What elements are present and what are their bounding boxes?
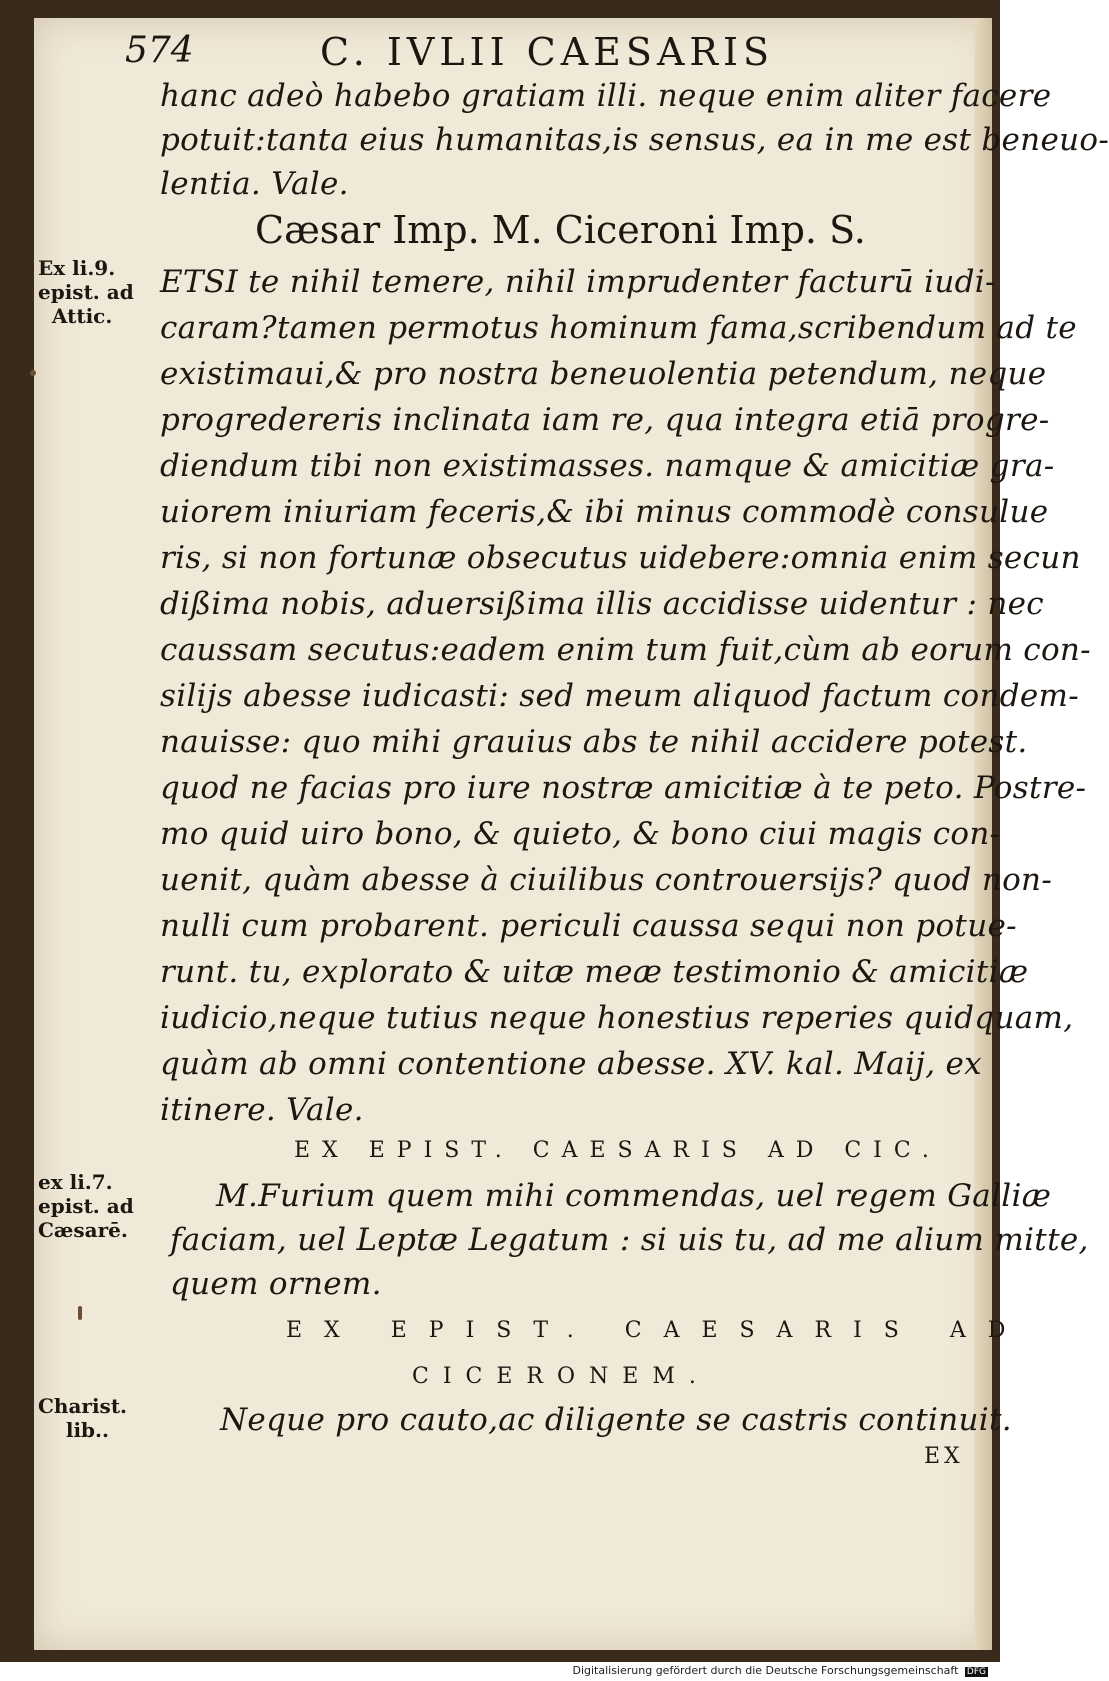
text-line: uiorem iniuriam feceris,& ibi minus commodè consulue bbox=[160, 494, 1049, 530]
section-heading: EX EPIST. CAESARIS AD bbox=[286, 1318, 1028, 1343]
section-heading: CICERONEM. bbox=[412, 1364, 710, 1389]
margin-note: Ex li.9. epist. ad Attic. bbox=[38, 256, 134, 328]
text-line: existimaui,& pro nostra beneuolentia petendum, neque bbox=[160, 356, 1047, 392]
text-line: itinere. Vale. bbox=[160, 1092, 364, 1128]
text-line: uenit, quàm abesse à ciuilibus controuersijs? quod non- bbox=[160, 862, 1053, 898]
text-line: nulli cum probarent. periculi caussa sequi non potue- bbox=[160, 908, 1017, 944]
text-line: caram?tamen permotus hominum fama,scribendum ad te bbox=[160, 310, 1077, 346]
margin-note: ex li.7. epist. ad Cæsarē. bbox=[38, 1170, 134, 1242]
ink-stain bbox=[78, 1306, 82, 1320]
text-line: nauisse: quo mihi grauius abs te nihil accidere potest. bbox=[160, 724, 1028, 760]
text-line: faciam, uel Leptæ Legatum : si uis tu, ad me alium mitte, bbox=[170, 1222, 1089, 1258]
text-line: caussam secutus:eadem enim tum fuit,cùm ab eorum con- bbox=[160, 632, 1091, 668]
text-line: dißima nobis, aduersißima illis accidisse uidentur : nec bbox=[160, 586, 1044, 622]
text-line: mo quid uiro bono, & quieto, & bono ciui magis con- bbox=[160, 816, 1001, 852]
running-title: C. IVLII CAESARIS bbox=[320, 30, 775, 74]
text-line: lentia. Vale. bbox=[160, 166, 349, 202]
ink-stain bbox=[30, 370, 36, 376]
dfg-logo: DFG bbox=[966, 1667, 986, 1677]
text-line: diendum tibi non existimasses. namque & amicitiæ gra- bbox=[160, 448, 1055, 484]
text-line: ETSI te nihil temere, nihil imprudenter facturū iudi- bbox=[160, 264, 996, 300]
text-line: quàm ab omni contentione abesse. XV. kal. Maij, ex bbox=[160, 1046, 982, 1082]
text-line: quod ne facias pro iure nostræ amicitiæ à te peto. Postre- bbox=[160, 770, 1087, 806]
text-line: hanc adeò habebo gratiam illi. neque enim aliter facere bbox=[160, 78, 1052, 114]
text-line: ris, si non fortunæ obsecutus uidebere:omnia enim secun bbox=[160, 540, 1081, 576]
text-line: iudicio,neque tutius neque honestius reperies quidquam, bbox=[160, 1000, 1074, 1036]
text-line: progredereris inclinata iam re, qua integra etiā progre- bbox=[160, 402, 1050, 438]
text-line: potuit:tanta eius humanitas,is sensus, ea in me est beneuo- bbox=[160, 122, 1109, 158]
text-line: silijs abesse iudicasti: sed meum aliquod factum condem- bbox=[160, 678, 1080, 714]
page-number: 574 bbox=[125, 30, 194, 71]
text-line: runt. tu, explorato & uitæ meæ testimonio & amicitiæ bbox=[160, 954, 1029, 990]
catchword: EX bbox=[924, 1444, 964, 1469]
section-heading: EX EPIST. CAESARIS AD CIC. bbox=[294, 1138, 941, 1163]
text-line: quem ornem. bbox=[170, 1266, 382, 1302]
digitization-credit bbox=[572, 1664, 988, 1677]
credit-text: Digitalisierung gefördert durch die Deutsche Forschungsgemeinschaft bbox=[572, 1664, 959, 1677]
text-line: Neque pro cauto,ac diligente se castris continuit. bbox=[220, 1402, 1012, 1438]
letter-heading: Cæsar Imp. M. Ciceroni Imp. S. bbox=[255, 208, 866, 252]
text-line: M.Furium quem mihi commendas, uel regem Galliæ bbox=[216, 1178, 1052, 1214]
margin-note: Charist. lib.. bbox=[38, 1394, 128, 1442]
